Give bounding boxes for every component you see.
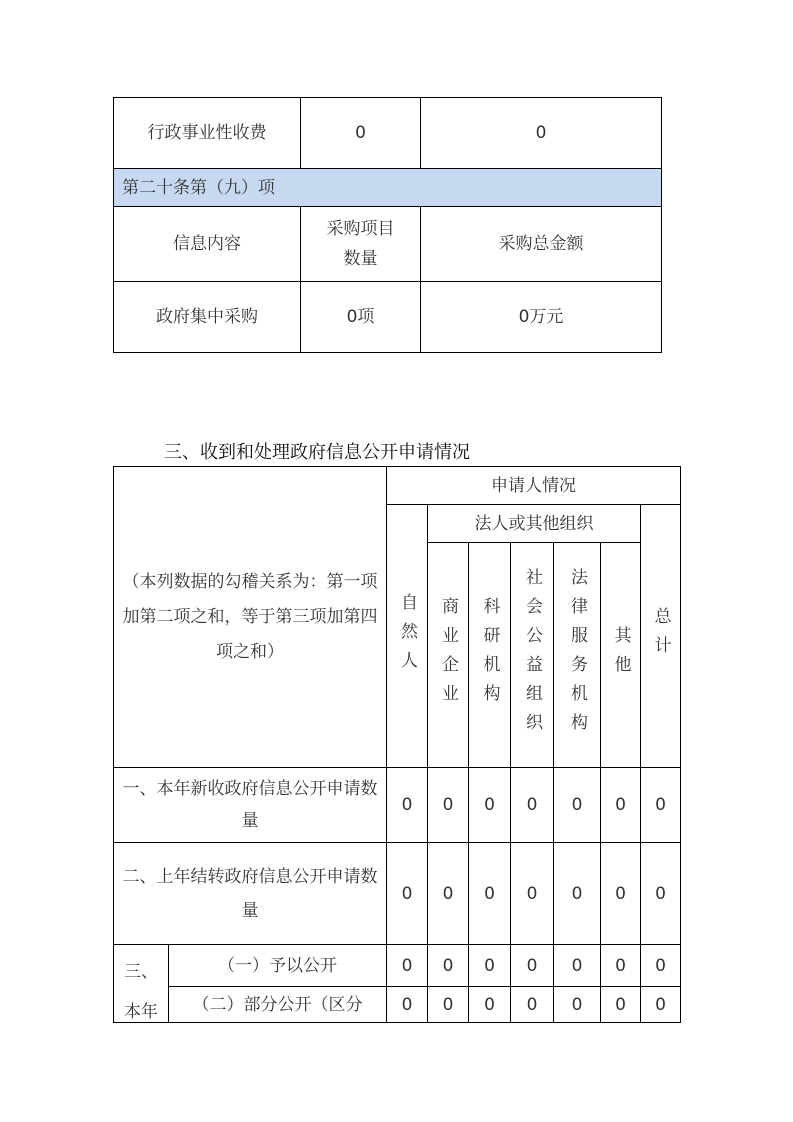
row2-research: 0: [484, 883, 495, 904]
row2-label: 二、上年结转政府信息公开申请数量: [122, 866, 378, 921]
subrow2-label: （二）部分公开（区分: [192, 994, 363, 1015]
col-natural-person: [387, 505, 427, 767]
col-other: [601, 543, 640, 767]
col-legal-service: [554, 543, 600, 767]
col-public-welfare: [511, 543, 553, 767]
fee-amount: 0: [535, 123, 547, 143]
subrow2-legal: 0: [571, 994, 583, 1015]
qty-header-line2: 数量: [343, 249, 378, 269]
section3-title: 三、收到和处理政府信息公开申请情况: [164, 442, 470, 463]
subrow2-business: 0: [442, 994, 454, 1015]
formula-note: （本列数据的勾稽关系为：第一项加第二项之和，等于第三项加第四项之和）: [122, 571, 378, 662]
info-header: 信息内容: [173, 234, 241, 254]
subrow2-total: 0: [655, 994, 666, 1015]
row2-other: 0: [615, 883, 626, 904]
col-business-label: 商业企业: [438, 597, 458, 713]
col-research: [469, 543, 510, 767]
col-public-welfare-label: 社会公益组织: [522, 568, 542, 742]
row1-business: 0: [442, 795, 454, 815]
row1-research: 0: [484, 795, 495, 815]
subrow1-label: （一）予以公开: [218, 955, 337, 976]
subrow2-research: 0: [484, 994, 495, 1015]
qty-header-line1: 采购项目: [326, 219, 395, 239]
row1-total: 0: [655, 795, 666, 815]
row1-label: 一、本年新收政府信息公开申请数量: [122, 779, 378, 831]
col-total: [641, 505, 680, 767]
row2-welfare: 0: [526, 883, 538, 904]
col-legal-service-label: 法律服务机构: [567, 568, 587, 742]
subrow1-total: 0: [655, 955, 666, 976]
col-research-label: 科研机构: [479, 597, 500, 713]
section-heading: 第二十条第（九）项: [122, 177, 275, 198]
subrow1-research: 0: [484, 955, 495, 976]
fee-label: 行政事业性收费: [147, 123, 267, 143]
subrow2-natural: 0: [401, 994, 413, 1015]
row2-legal: 0: [571, 883, 583, 904]
total-header: 采购总金额: [498, 234, 584, 254]
subrow1-welfare: 0: [526, 955, 538, 976]
subrow2-welfare: 0: [526, 994, 538, 1015]
row2-natural: 0: [401, 883, 413, 904]
group3-label: 三、本年: [124, 962, 158, 1022]
proc-count: 0项: [346, 307, 375, 327]
proc-amount: 0万元: [518, 307, 564, 327]
row1-natural: 0: [401, 795, 413, 815]
row1-legal: 0: [571, 795, 583, 815]
row1-welfare: 0: [526, 795, 538, 815]
row1-other: 0: [615, 795, 626, 815]
subrow1-natural: 0: [401, 955, 413, 976]
fee-count: 0: [355, 123, 366, 143]
row2-total: 0: [655, 883, 666, 904]
row2-business: 0: [442, 883, 454, 904]
col-other-label: 其他: [610, 626, 631, 684]
subrow1-business: 0: [442, 955, 454, 976]
legal-entity-header: 法人或其他组织: [474, 513, 594, 534]
proc-label: 政府集中采购: [156, 307, 258, 327]
applicant-header: 申请人情况: [491, 475, 576, 496]
col-business: [428, 543, 468, 767]
col-natural-person-label: 自然人: [397, 592, 417, 680]
subrow2-other: 0: [615, 994, 626, 1015]
col-total-label: 总计: [650, 607, 671, 665]
subrow1-other: 0: [615, 955, 626, 976]
subrow1-legal: 0: [571, 955, 583, 976]
